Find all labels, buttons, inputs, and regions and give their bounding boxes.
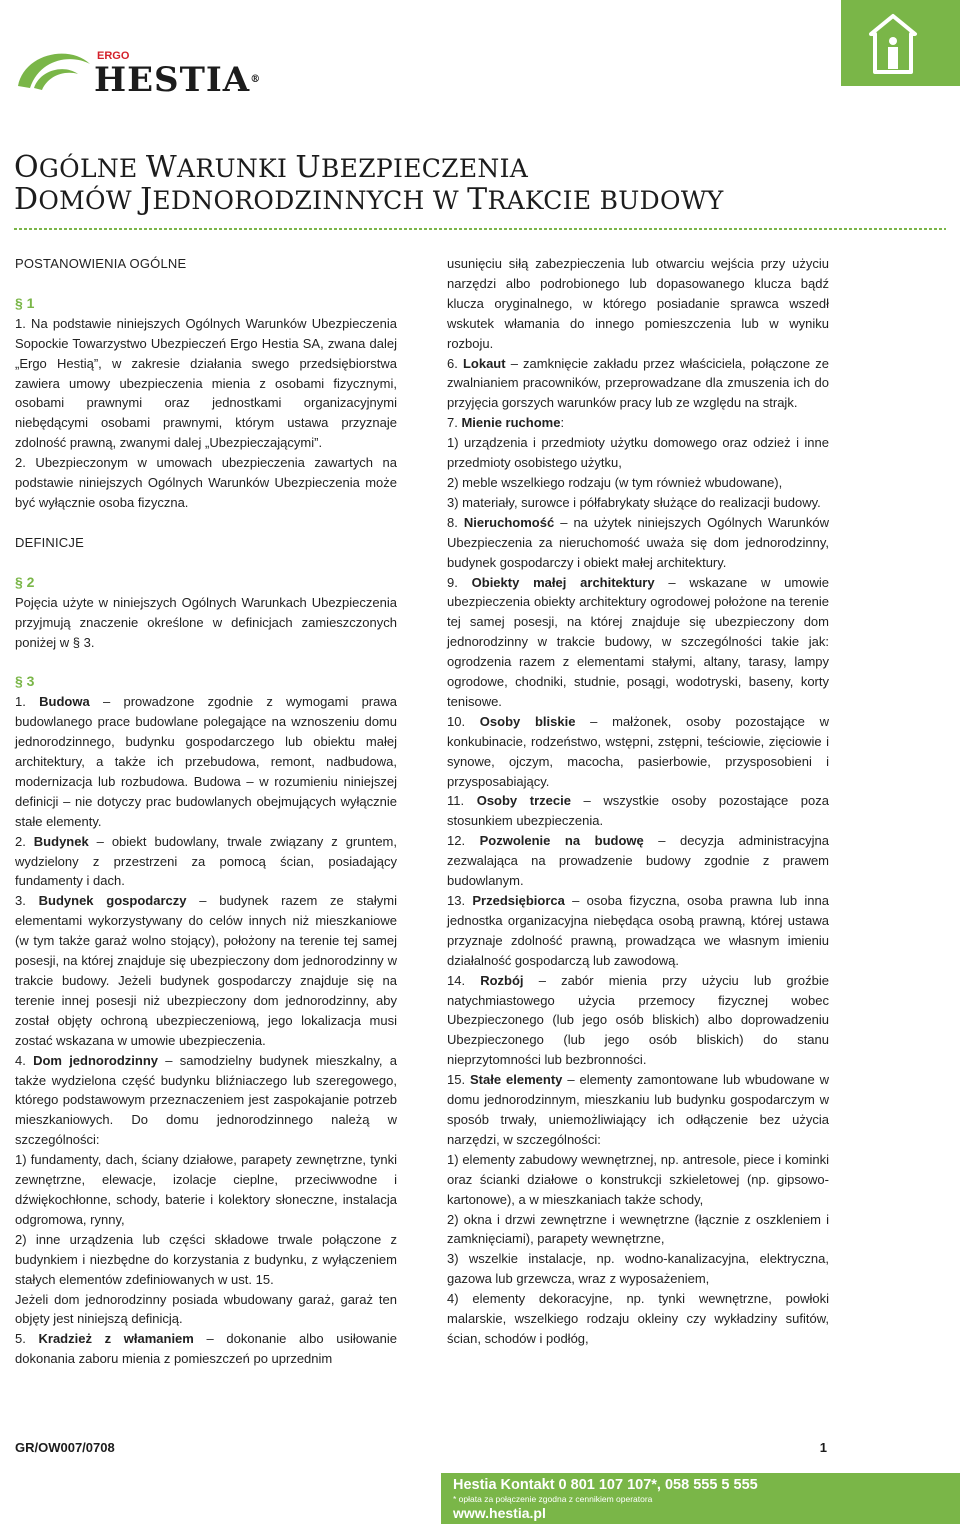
title-text: ARUNKI <box>177 154 296 183</box>
definition: 2. Budynek – obiekt budowlany, trwale związany z gruntem, wydzielony z przestrzeni za pomocą ścian, posiadający fundamenty i dach. <box>15 833 397 889</box>
contact-phone: Hestia Kontakt 0 801 107 107*, 058 555 5 555 <box>453 1477 758 1493</box>
logo-arc-icon <box>14 44 94 104</box>
title-capital: U <box>295 150 322 185</box>
definition: 4. Dom jednorodzinny – samodzielny budynek mieszkalny, a także wydzielona część budynku bliźniaczego lub szeregowego, którego podstawowym przeznaczeniem jest zaspokajanie potrzeb mieszkaniowych. Do domu jednorodzinnego należą w szczególności: <box>15 1052 397 1148</box>
title-text: RAKCIE BUDOWY <box>487 186 724 215</box>
document-title <box>14 152 724 216</box>
paragraph-mark: § 1 <box>15 294 35 311</box>
definition: 1. Budowa – prowadzone zgodnie z wymogami prawa budowlanego prace budowlane polegające na wznoszeniu domu jednorodzinnego, budynku gospodarczego lub obiektu małej architektury, a także ich przebudowa, remont, nadbudowa, modernizacja lub rozbudowa. Budowa – w rozumieniu niniejszej definicji – nie dotyczy prac budowlanych obejmujących wyłącznie stałe elementy. <box>15 694 397 829</box>
definition: 5. Kradzież z włamaniem – dokonanie albo usiłowanie dokonania zaboru mienia z pomieszczeń po uprzednim <box>15 1331 397 1367</box>
definition: 3. Budynek gospodarczy – budynek razem ze stałymi elementami wykorzystywany do celów innych niż mieszkaniowe (w tym także garaż wolno stojący), położony na terenie tej samej posesji, na której znajduje się ubezpieczony dom jednorodzinny w trakcie budowy. Jeżeli budynek gospodarczy znajduje się na terenie innej posesji niż ubezpieczony dom jednorodzinny, aby został objęty ochroną ubezpieczeniową, jego lokalizacja musi zostać wskazana w umowie ubezpieczenia. <box>15 893 397 1048</box>
list-item: 4) elementy dekoracyjne, np. tynki wewnętrzne, powłoki malarskie, wszelkiego rodzaju okleiny czy wykładziny sufitów, ścian, schodów i podłóg, <box>447 1291 829 1346</box>
title-divider <box>14 228 946 230</box>
title-text: BEZPIECZENIA <box>321 154 529 183</box>
definition: 8. Nieruchomość – na użytek niniejszych Ogólnych Warunków Ubezpieczenia za nieruchomość uważa się dom jednorodzinny, budynek gospodarczy i obiekt małej architektury. <box>447 514 829 570</box>
title-capital: D <box>14 182 39 217</box>
list-item: 3) materiały, surowce i półfabrykaty służące do realizacji budowy. <box>447 494 821 510</box>
paragraph: usunięciu siłą zabezpieczenia lub otwarciu wejścia przy użyciu narzędzi albo podrobionego lub dopasowanego klucza bądź klucza oryginalnego, w którego posiadanie sprawca wszedł wskutek włamania do innego pomieszczenia lub w wyniku rozboju. <box>447 256 829 351</box>
title-capital: J <box>140 182 153 217</box>
house-icon <box>841 0 960 86</box>
page-number: 1 <box>819 1440 827 1455</box>
list-item: 1) fundamenty, dach, ściany działowe, parapety zewnętrzne, tynki zewnętrzne, elewacje, izolacje cieplne, przeciwwodne i dźwiękochłonne, schody, baterie i kolektory słoneczne, instalacja odgromowa, rynny, <box>15 1152 397 1227</box>
paragraph-mark: § 3 <box>15 673 35 690</box>
title-capital: W <box>145 150 177 185</box>
definition: 10. Osoby bliskie – małżonek, osoby pozostające w konkubinacie, rodzeństwo, wstępni, zstępni, teściowie, zięciowie i synowe, ojczym, macocha, pasierbowie, przysposobieni i przysposabiający. <box>447 713 829 789</box>
paragraph: 1. Na podstawie niniejszych Ogólnych Warunków Ubezpieczenia Sopockie Towarzystwo Ubezpieczeń Ergo Hestia SA, zwana dalej „Ergo Hestią”, w zakresie działania swego przedsiębiorstwa zawiera umowy ubezpieczenia mienia z osobami fizycznymi, osobami prawnymi oraz jednostkami organizacyjnymi niebędącymi osobami prawnymi, którym ustawa przyznaje zdolność prawną, zwanymi dalej „Ubezpieczającymi”. <box>15 315 397 451</box>
definition: 15. Stałe elementy – elementy zamontowane lub wbudowane w domu jednorodzinnym, mieszkaniu lub budynku gospodarczym w sposób trwały, uniemożliwiający ich odłączenie bez użycia narzędzi, w szczególności: <box>447 1072 830 1147</box>
title-line-1 <box>14 152 724 184</box>
paragraph: Pojęcia użyte w niniejszych Ogólnych Warunkach Ubezpieczenia przyjmują znaczenie określone w definicjach zamieszczonych poniżej w § 3. <box>15 594 397 650</box>
left-column <box>15 254 397 1369</box>
definition: 14. Rozbój – zabór mienia przy użyciu lub groźbie natychmiastowego użycia przemocy fizycznej wobec Ubezpieczonego (lub jego osób bliskich) albo doprowadzeniu Ubezpieczonego (lub jego osób bliskich) do stanu nieprzytomności lub bezbronności. <box>447 972 829 1068</box>
section-heading: POSTANOWIENIA OGÓLNE <box>15 256 187 271</box>
right-column <box>447 254 829 1349</box>
title-text: OMÓW <box>38 186 141 215</box>
paragraph: 2. Ubezpieczonym w umowach ubezpieczenia zawartych na podstawie niniejszych Ogólnych Warunków Ubezpieczenia może być wyłącznie osoba fizyczna. <box>15 455 397 510</box>
title-text: GÓLNE <box>38 154 146 183</box>
definition: 6. Lokaut – zamknięcie zakładu przez właściciela, połączone ze zwalnianiem pracowników, przeprowadzane dla zmuszenia ich do przyjęcia gorszych warunków pracy lub ze względu na strajk. <box>447 355 829 411</box>
definition: 9. Obiekty małej architektury – wskazane w umowie ubezpieczenia obiekty architektury ogrodowej położone na terenie tej samej posesji, na której znajduje się ubezpieczony dom jednorodzinny w trakcie budowy, w szczególności takie jak: ogrodzenia razem z elementami stałymi, altany, tarasy, lampy ogrodowe, chodniki, studnie, posągi, wodotryski, baseny, korty tenisowe. <box>447 574 829 709</box>
section-heading: DEFINICJE <box>15 534 84 550</box>
definition: 11. Osoby trzecie – wszystkie osoby pozostające poza stosunkiem ubezpieczenia. <box>447 793 829 829</box>
definition: 12. Pozwolenie na budowę – decyzja administracyjna zezwalająca na prowadzenie budowy zgodnie z prawem budowlanym. <box>447 833 829 889</box>
title-text: EDNORODZINNYCH W <box>152 186 468 215</box>
title-line-2 <box>14 184 724 216</box>
website-link[interactable]: www.hestia.pl <box>453 1505 546 1521</box>
list-item: 1) elementy zabudowy wewnętrznej, np. antresole, piece i kominki oraz ścianki działowe o konstrukcji szkieletowej (np. gipsowo-kartonowe), a w mieszkaniach także schody, <box>447 1151 829 1207</box>
contact-note: * opłata za połączenie zgodna z cennikiem operatora <box>453 1494 653 1504</box>
title-capital: O <box>14 150 39 185</box>
hestia-logo <box>14 44 262 104</box>
definition: 7. Mienie ruchome: <box>447 415 565 431</box>
list-item: 1) urządzenia i przedmioty użytku domowego oraz odzież i inne przedmioty osobistego użytku, <box>447 435 829 471</box>
house-badge <box>841 0 960 86</box>
title-capital: T <box>467 182 488 217</box>
document-code: GR/OW007/0708 <box>15 1440 115 1455</box>
definition: 13. Przedsiębiorca – osoba fizyczna, osoba prawna lub inna jednostka organizacyjna niebędąca osobą prawną, której ustawa przyznaje zdolność prawną, prowadząca we własnym imieniu działalność gospodarczą lub zawodową. <box>447 893 829 968</box>
logo-hestia-text: HESTIA® <box>94 60 262 100</box>
list-item: 2) inne urządzenia lub części składowe trwale połączone z budynkiem i niezbędne do korzystania z budynku, z wyłączeniem stałych elementów zdefiniowanych w ust. 15. <box>15 1231 397 1287</box>
list-item: 2) okna i drzwi zewnętrzne i wewnętrzne (łącznie z oszkleniem i zamknięciami), parapety wewnętrzne, <box>447 1211 829 1247</box>
paragraph: Jeżeli dom jednorodzinny posiada wbudowany garaż, garaż ten objęty jest niniejszą definicją. <box>15 1291 397 1327</box>
list-item: 3) wszelkie instalacje, np. wodno-kanalizacyjna, elektryczna, gazowa lub grzewcza, wraz z wyposażeniem, <box>447 1251 829 1287</box>
list-item: 2) meble wszelkiego rodzaju (w tym również wbudowane), <box>447 474 783 490</box>
logo-ergo-text: ERGO <box>97 50 130 62</box>
paragraph-mark: § 2 <box>15 573 35 590</box>
contact-bar <box>441 1473 960 1524</box>
